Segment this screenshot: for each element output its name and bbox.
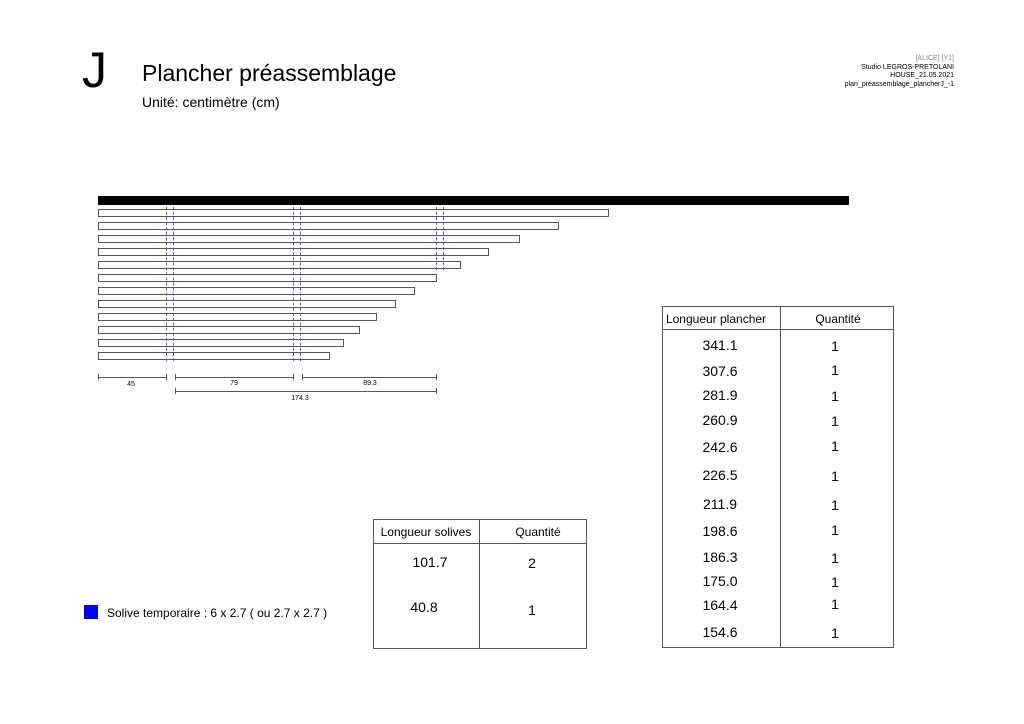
plank-row-qty: 1 (831, 550, 839, 566)
joist-row-qty: 2 (528, 555, 536, 571)
plank-row-qty: 1 (831, 388, 839, 404)
plank-row-length: 175.0 (702, 573, 738, 589)
joist-3 (436, 207, 444, 270)
dim-label-45: 45 (127, 381, 135, 388)
plank-row-qty: 1 (831, 574, 839, 590)
page-title: Plancher préassemblage (142, 60, 397, 86)
plank-table-divider (780, 306, 781, 648)
joist-table-header-qty: Quantité (515, 525, 561, 539)
plank-bar (98, 326, 360, 334)
plank-row-qty: 1 (831, 625, 839, 641)
plank-row-length: 307.6 (702, 363, 738, 379)
dim-tick (302, 374, 303, 380)
plank-row-length: 198.6 (702, 523, 738, 539)
meta-tag: [ALICE] [Y1] (915, 55, 954, 62)
plank-row-qty: 1 (831, 362, 839, 378)
meta-file: plan_préassemblage_plancherJ_-1 (844, 80, 954, 88)
dim-tick (436, 388, 437, 394)
dim-line-2 (175, 377, 293, 378)
plank-bar (98, 209, 609, 217)
plank-row-length: 281.9 (702, 387, 738, 403)
plank-row-qty: 1 (831, 522, 839, 538)
plank-row-qty: 1 (831, 497, 839, 513)
plank-bar (98, 261, 461, 269)
plank-row-length: 164.4 (702, 597, 738, 613)
meta-studio: Studio LEGROS-PRETOLANI (861, 63, 954, 71)
joist-row-length: 101.7 (412, 554, 448, 570)
plank-table-header-qty: Quantité (815, 312, 861, 326)
plank-row-qty: 1 (831, 413, 839, 429)
dim-label-89-3: 89.3 (363, 380, 377, 387)
dim-line-total (175, 391, 436, 392)
plank-bar (98, 313, 377, 321)
joist-table-header-length: Longueur solives (380, 525, 472, 539)
plank-table-header-length: Longueur plancher (665, 312, 767, 326)
meta-house: HOUSE_21.05.2021 (890, 72, 954, 79)
plank-table-frame (662, 306, 894, 648)
plank-row-qty: 1 (831, 438, 839, 454)
legend-label: Solive temporaire : 6 x 2.7 ( ou 2.7 x 2.7 ) (107, 606, 328, 620)
plank-row-length: 242.6 (702, 439, 738, 455)
plank-row-qty: 1 (831, 338, 839, 354)
plank-table-header-rule (662, 329, 894, 330)
title-block (845, 55, 954, 89)
dim-label-total: 174.3 (291, 395, 309, 402)
plank-row-length: 226.5 (702, 467, 738, 483)
plank-bar (98, 339, 344, 347)
plank-bar (98, 235, 520, 243)
plank-row-length: 186.3 (702, 549, 738, 565)
floor-beam (98, 196, 849, 205)
joist-table-divider (479, 519, 480, 649)
plank-row-length: 260.9 (702, 412, 738, 428)
joist-row-length: 40.8 (410, 599, 438, 615)
plank-row-qty: 1 (831, 596, 839, 612)
dim-tick (436, 374, 437, 380)
joist-table-header-rule (373, 543, 587, 544)
plank-row-length: 341.1 (702, 337, 738, 353)
dim-line-3 (302, 377, 436, 378)
temporary-joist-swatch (84, 605, 98, 619)
dim-tick (175, 388, 176, 394)
dim-tick (98, 374, 99, 380)
joist-2 (293, 207, 301, 361)
joist-1 (166, 207, 174, 361)
plank-row-length: 154.6 (702, 624, 738, 640)
plank-bar (98, 274, 437, 282)
dim-tick (166, 374, 167, 380)
dim-line-1 (98, 377, 166, 378)
dim-tick (175, 374, 176, 380)
dim-label-79: 79 (230, 380, 238, 387)
dim-tick (293, 374, 294, 380)
unit-label: Unité: centimètre (cm) (142, 94, 280, 110)
joist-row-qty: 1 (528, 602, 536, 618)
plank-row-length: 211.9 (703, 496, 737, 512)
plank-bar (98, 287, 415, 295)
plank-row-qty: 1 (831, 468, 839, 484)
section-letter: J (82, 42, 107, 98)
plank-bar (98, 300, 396, 308)
